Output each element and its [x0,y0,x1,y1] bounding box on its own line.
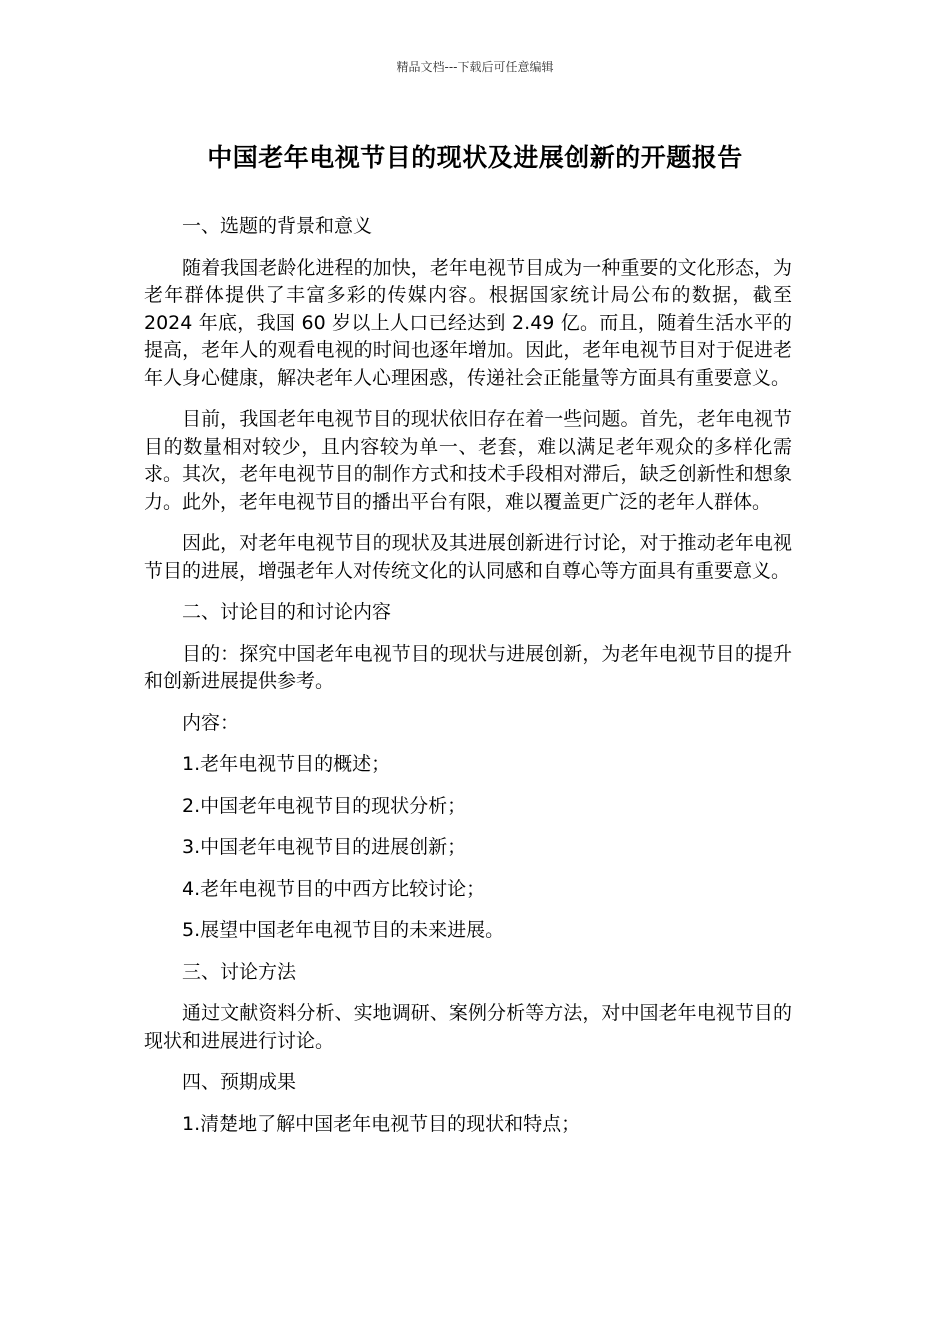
list-item: 4.老年电视节目的中西方比较讨论； [182,877,486,900]
list-item: 2.中国老年电视节目的现状分析； [182,794,467,817]
list-item: 1.老年电视节目的概述； [182,753,391,775]
document-body [144,213,792,1152]
document-title: 中国老年电视节目的现状及进展创新的开题报告 [207,143,743,172]
list-item: 1.清楚地了解中国老年电视节目的现状和特点； [182,1112,581,1135]
body-paragraph: 因此，对老年电视节目的现状及其进展创新进行讨论，对于推动老年电视节目的进展，增强老年人对传统文化的认同感和自尊心等方面具有重要意义。 [144,532,792,582]
list-item: 3.中国老年电视节目的进展创新； [182,836,467,858]
body-paragraph: 目的：探究中国老年电视节目的现状与进展创新，为老年电视节目的提升和创新进展提供参考。 [144,642,792,692]
content-label: 内容： [182,711,240,734]
section-heading-goals: 二、讨论目的和讨论内容 [182,601,392,623]
body-paragraph: 目前，我国老年电视节目的现状依旧存在着一些问题。首先，老年电视节目的数量相对较少，且内容较为单一、老套，难以满足老年观众的多样化需求。其次，老年电视节目的制作方式和技术手段相对滞后，缺乏创新性和想象力。此外，老年电视节目的播出平台有限，难以覆盖更广泛的老年人群体。 [144,408,792,513]
section-heading-methods: 三、讨论方法 [182,960,297,983]
body-paragraph: 随着我国老龄化进程的加快，老年电视节目成为一种重要的文化形态，为老年群体提供了丰富多彩的传媒内容。根据国家统计局公布的数据，截至 2024 年底，我国 60 岁以上人口已经达到 2.49 亿。而且，随着生活水平的提高，老年人的观看电视的时间也逐年增加。因此，老年电视节目对于促进老年人身心健康，解决老年人心理困惑，传递社会正能量等方面具有重要意义。 [144,256,792,389]
section-heading-background: 一、选题的背景和意义 [182,215,373,237]
list-item: 5.展望中国老年电视节目的未来进展。 [182,919,505,941]
page-header: 精品文档---下载后可任意编辑 [396,60,554,74]
body-paragraph: 通过文献资料分析、实地调研、案例分析等方法，对中国老年电视节目的现状和进展进行讨论。 [144,1002,792,1052]
section-heading-outcomes: 四、预期成果 [182,1071,297,1093]
